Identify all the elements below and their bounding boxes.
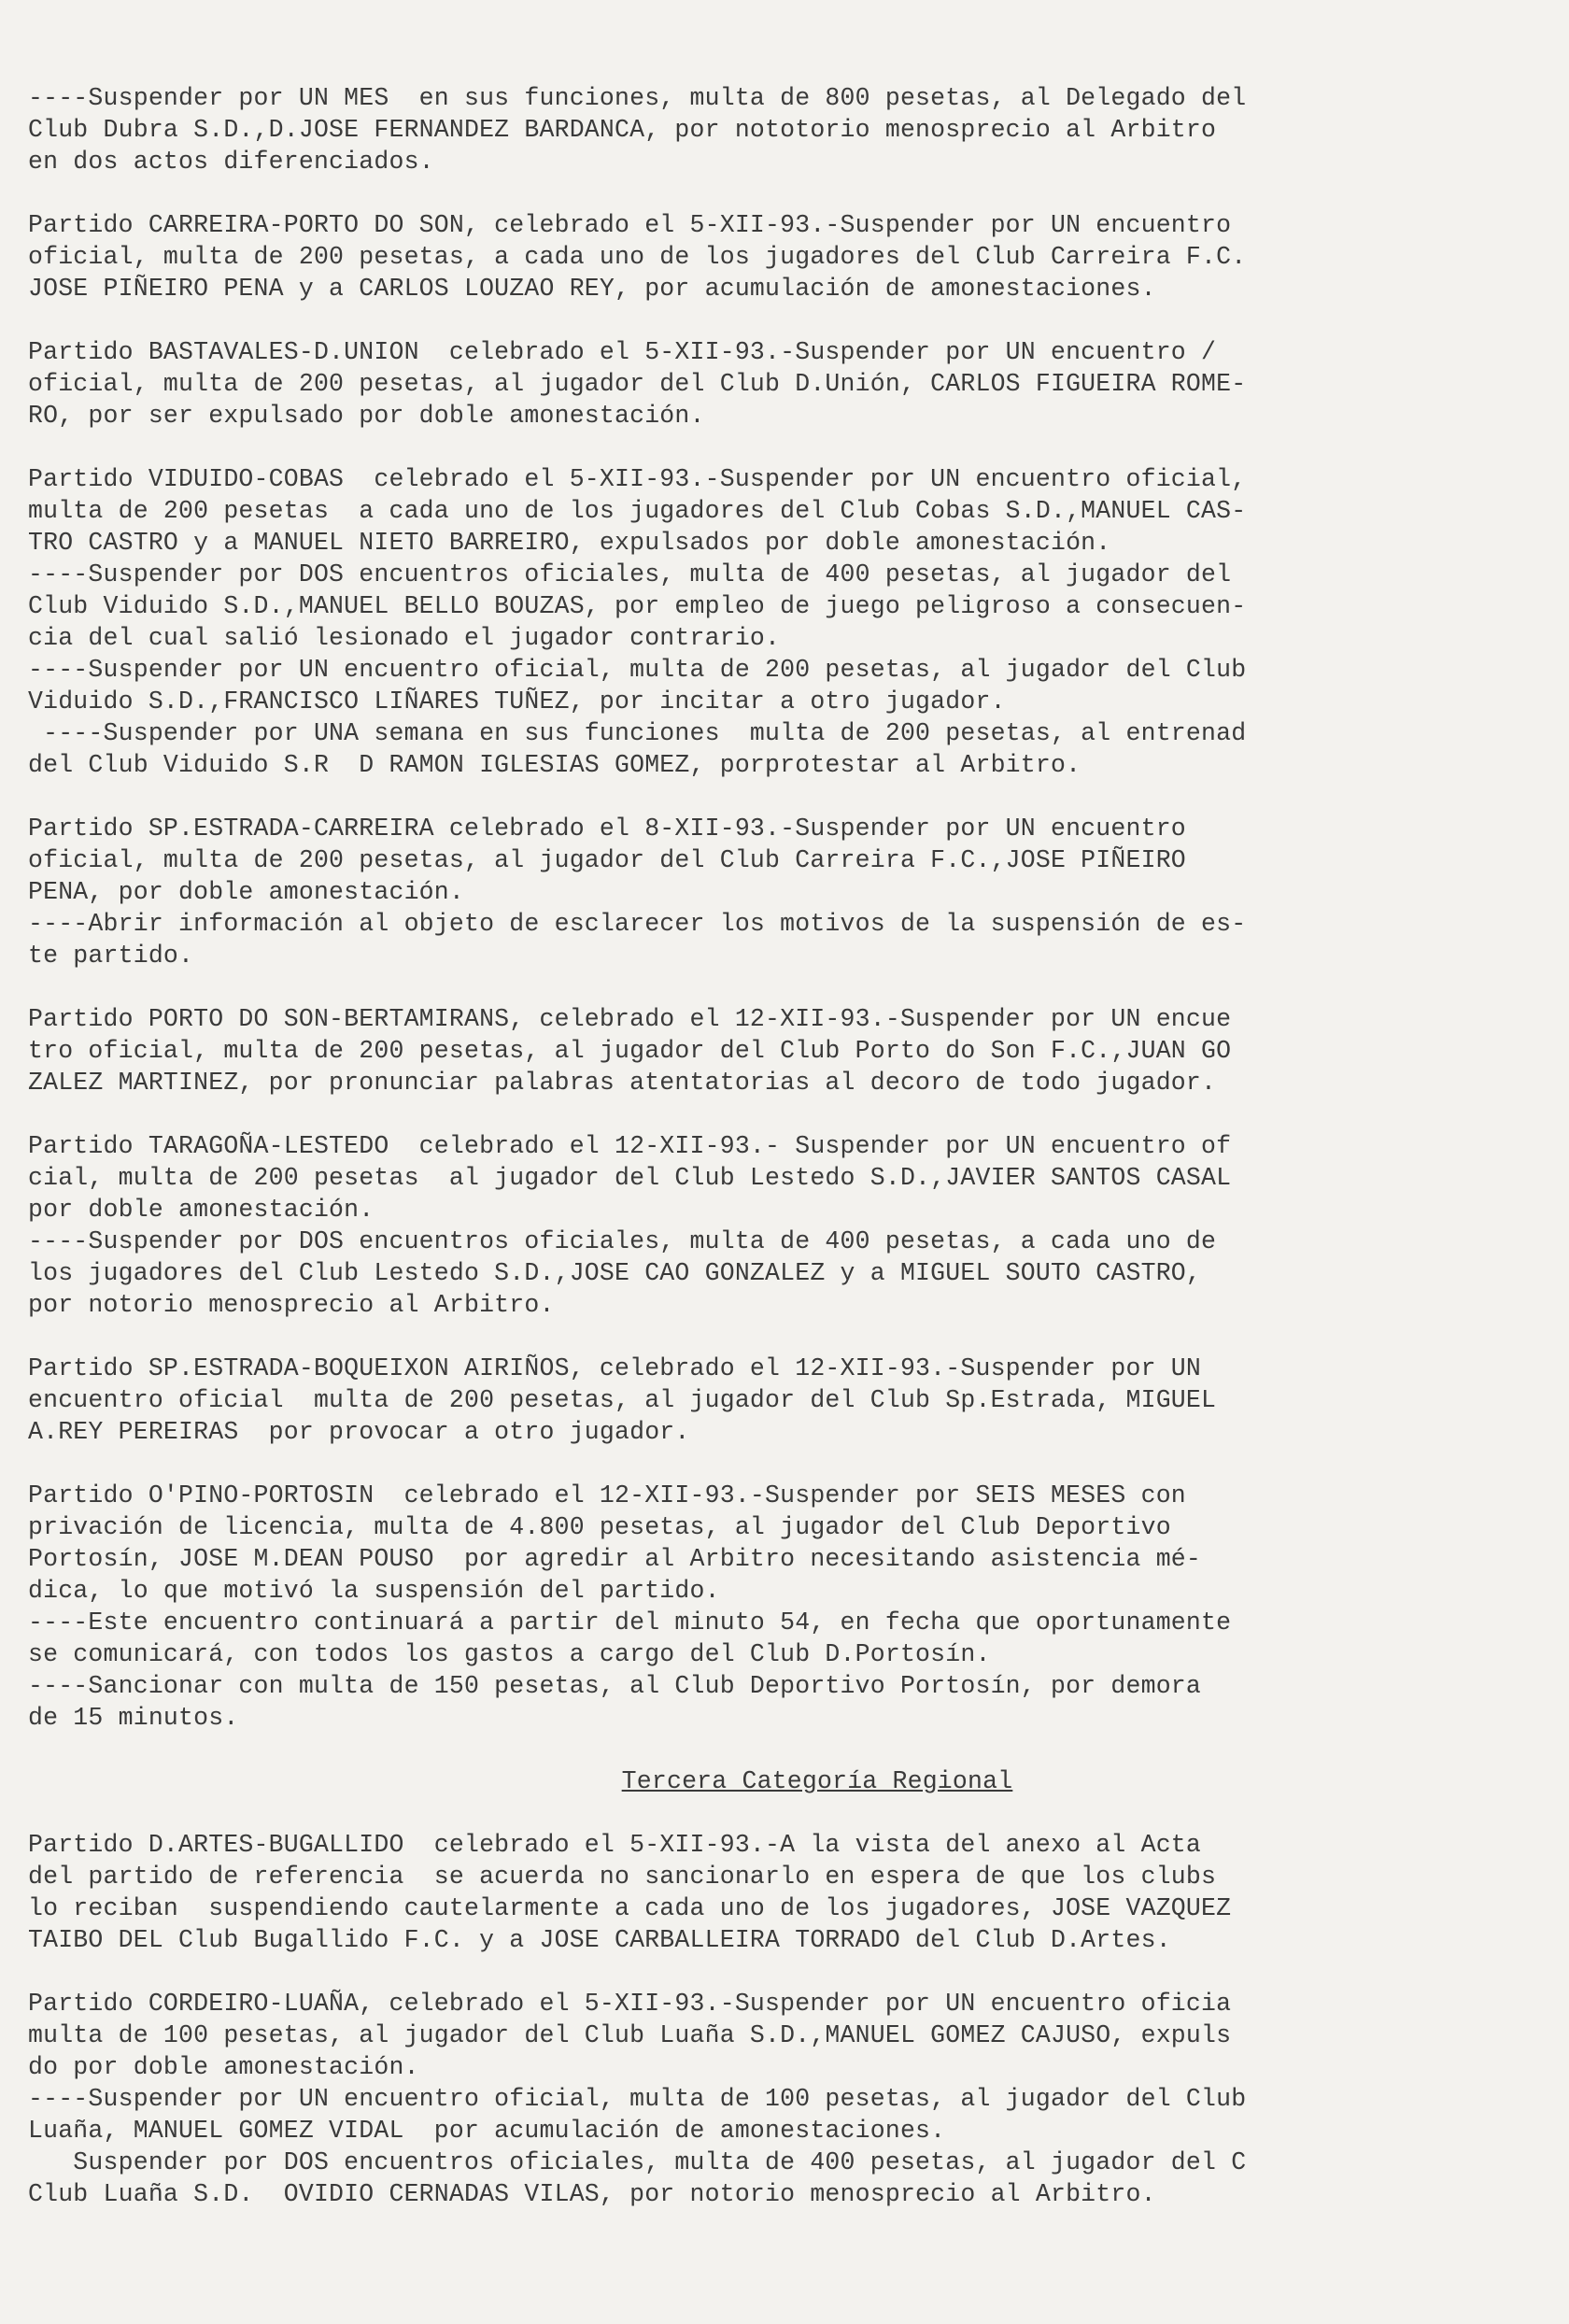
text-line: cia del cual salió lesionado el jugador contrario. [28,624,781,652]
text-line: Partido O'PINO-PORTOSIN celebrado el 12-XII-93.-Suspender por SEIS MESES con [28,1481,1186,1509]
text-line: ----Sancionar con multa de 150 pesetas, al Club Deportivo Portosín, por demora [28,1672,1202,1700]
text-line: PENA, por doble amonestación. [28,878,464,906]
text-line: Partido D.ARTES-BUGALLIDO celebrado el 5-XII-93.-A la vista del anexo al Acta [28,1831,1202,1859]
text-line: por notorio menosprecio al Arbitro. [28,1291,555,1319]
text-line: de 15 minutos. [28,1704,239,1732]
text-line: do por doble amonestación. [28,2053,419,2081]
paragraph [28,1353,1532,1448]
text-line: lo reciban suspendiendo cautelarmente a cada uno de los jugadores, JOSE VAZQUEZ [28,1894,1232,1922]
text-line: oficial, multa de 200 pesetas, al jugador del Club D.Unión, CARLOS FIGUEIRA ROME- [28,370,1247,398]
text-line: se comunicará, con todos los gastos a cargo del Club D.Portosín. [28,1640,991,1668]
text-line: Viduido S.D.,FRANCISCO LIÑARES TUÑEZ, por incitar a otro jugador. [28,687,1006,716]
text-line: ----Suspender por DOS encuentros oficiales, multa de 400 pesetas, al jugador del [28,560,1232,588]
text-line: Partido SP.ESTRADA-CARREIRA celebrado el 8-XII-93.-Suspender por UN encuentro [28,815,1186,843]
paragraph [28,82,1532,177]
text-line: ----Suspender por UN encuentro oficial, multa de 200 pesetas, al jugador del Club [28,656,1247,684]
text-line: multa de 200 pesetas a cada uno de los jugadores del Club Cobas S.D.,MANUEL CAS- [28,497,1247,525]
paragraph [28,463,1532,781]
text-line: Partido VIDUIDO-COBAS celebrado el 5-XII-93.-Suspender por UN encuentro oficial, [28,465,1247,493]
paragraph [28,209,1532,305]
text-line: RO, por ser expulsado por doble amonestación. [28,402,705,430]
text-line: ----Este encuentro continuará a partir del minuto 54, en fecha que oportunamente [28,1608,1232,1637]
document-body [28,82,1532,2210]
text-line: dica, lo que motivó la suspensión del partido. [28,1577,720,1605]
text-line: TRO CASTRO y a MANUEL NIETO BARREIRO, expulsados por doble amonestación. [28,529,1111,557]
paragraph [28,336,1532,432]
paragraph [28,1003,1532,1098]
text-line: Partido CORDEIRO-LUAÑA, celebrado el 5-XII-93.-Suspender por UN encuentro oficia [28,1990,1232,2018]
section-heading: Tercera Categoría Regional [621,1767,1013,1795]
text-line: del partido de referencia se acuerda no sancionarlo en espera de que los clubs [28,1863,1217,1891]
paragraph [28,1829,1532,1956]
text-line: Partido CARREIRA-PORTO DO SON, celebrado el 5-XII-93.-Suspender por UN encuentro [28,211,1232,239]
text-line: te partido. [28,942,194,970]
paragraph [28,813,1532,971]
text-line: tro oficial, multa de 200 pesetas, al jugador del Club Porto do Son F.C.,JUAN GO [28,1037,1232,1065]
text-line: del Club Viduido S.R D RAMON IGLESIAS GOMEZ, porprotestar al Arbitro. [28,751,1081,779]
text-line: Club Luaña S.D. OVIDIO CERNADAS VILAS, por notorio menosprecio al Arbitro. [28,2180,1156,2208]
text-line: TAIBO DEL Club Bugallido F.C. y a JOSE CARBALLEIRA TORRADO del Club D.Artes. [28,1926,1171,1954]
text-line: por doble amonestación. [28,1196,375,1224]
text-line: ----Abrir información al objeto de esclarecer los motivos de la suspensión de es- [28,910,1247,938]
text-line: JOSE PIÑEIRO PENA y a CARLOS LOUZAO REY, por acumulación de amonestaciones. [28,275,1156,303]
text-line: Luaña, MANUEL GOMEZ VIDAL por acumulación de amonestaciones. [28,2117,946,2145]
text-line: A.REY PEREIRAS por provocar a otro jugador. [28,1418,690,1446]
text-line: Partido BASTAVALES-D.UNION celebrado el 5-XII-93.-Suspender por UN encuentro / [28,338,1217,366]
paragraph [28,1130,1532,1321]
paragraph [28,1988,1532,2210]
text-line: ----Suspender por UN encuentro oficial, multa de 100 pesetas, al jugador del Club [28,2085,1247,2113]
text-line: ----Suspender por UN MES en sus funciones, multa de 800 pesetas, al Delegado del [28,84,1247,112]
text-line: Club Viduido S.D.,MANUEL BELLO BOUZAS, por empleo de juego peligroso a consecuen- [28,592,1247,620]
text-line: los jugadores del Club Lestedo S.D.,JOSE CAO GONZALEZ y a MIGUEL SOUTO CASTRO, [28,1259,1202,1287]
text-line: Partido TARAGOÑA-LESTEDO celebrado el 12-XII-93.- Suspender por UN encuentro of [28,1132,1232,1160]
text-line: oficial, multa de 200 pesetas, a cada uno de los jugadores del Club Carreira F.C. [28,243,1247,271]
text-line: privación de licencia, multa de 4.800 pesetas, al jugador del Club Deportivo [28,1513,1171,1541]
text-line: ----Suspender por DOS encuentros oficiales, multa de 400 pesetas, a cada uno de [28,1227,1217,1255]
text-line: Portosín, JOSE M.DEAN POUSO por agredir al Arbitro necesitando asistencia mé- [28,1545,1202,1573]
text-line: Partido SP.ESTRADA-BOQUEIXON AIRIÑOS, celebrado el 12-XII-93.-Suspender por UN [28,1354,1202,1382]
text-line: encuentro oficial multa de 200 pesetas, al jugador del Club Sp.Estrada, MIGUEL [28,1386,1217,1414]
text-line: oficial, multa de 200 pesetas, al jugador del Club Carreira F.C.,JOSE PIÑEIRO [28,846,1186,874]
text-line: multa de 100 pesetas, al jugador del Club Luaña S.D.,MANUEL GOMEZ CAJUSO, expuls [28,2021,1232,2049]
text-line: Partido PORTO DO SON-BERTAMIRANS, celebrado el 12-XII-93.-Suspender por UN encue [28,1005,1232,1033]
paragraph [28,1480,1532,1734]
text-line: ZALEZ MARTINEZ, por pronunciar palabras atentatorias al decoro de todo jugador. [28,1069,1217,1097]
text-line: cial, multa de 200 pesetas al jugador del Club Lestedo S.D.,JAVIER SANTOS CASAL [28,1164,1232,1192]
text-line: en dos actos diferenciados. [28,148,434,176]
text-line: Suspender por DOS encuentros oficiales, multa de 400 pesetas, al jugador del C [28,2148,1247,2176]
text-line: Club Dubra S.D.,D.JOSE FERNANDEZ BARDANCA, por nototorio menosprecio al Arbitro [28,116,1217,144]
text-line: ----Suspender por UNA semana en sus funciones multa de 200 pesetas, al entrenad [28,719,1247,747]
